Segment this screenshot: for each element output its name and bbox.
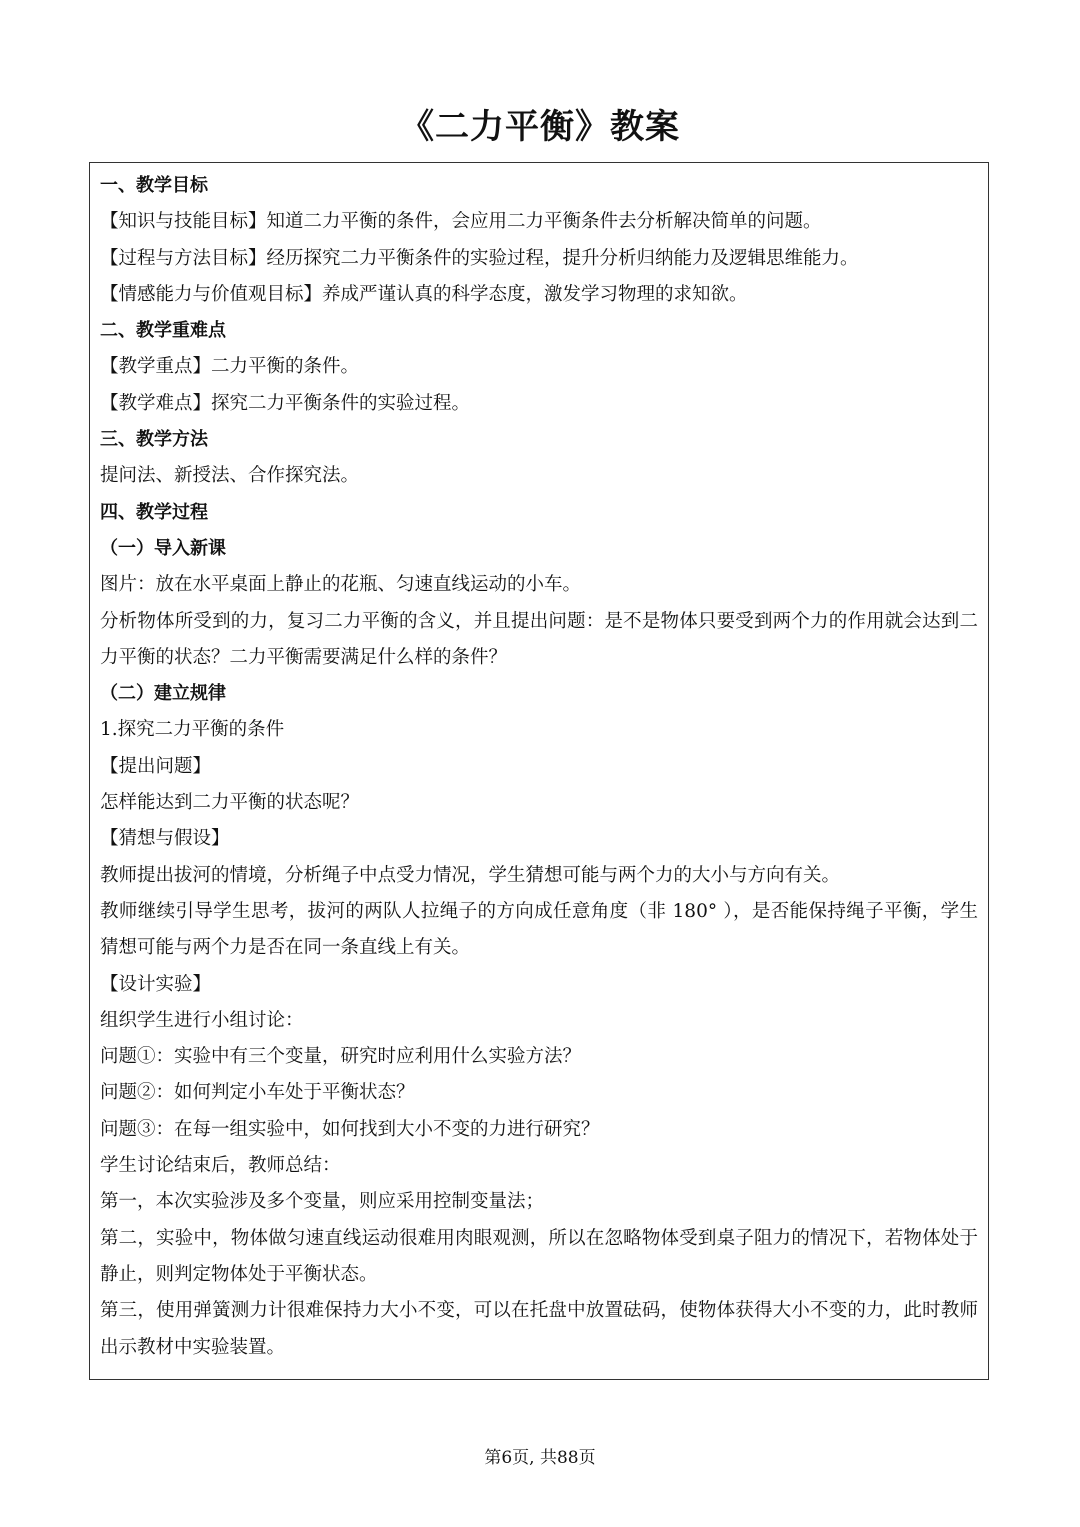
section-heading-goals: 一、教学目标	[100, 175, 208, 196]
question-text: 怎样能达到二力平衡的状态呢？	[100, 792, 360, 814]
goal-knowledge: 【知识与技能目标】知道二力平衡的条件，会应用二力平衡条件去分析解决简单的问题。	[100, 211, 822, 233]
methods-text: 提问法、新授法、合作探究法。	[100, 465, 360, 487]
summary-intro: 学生讨论结束后，教师总结：	[100, 1155, 341, 1177]
discussion-intro: 组织学生进行小组讨论：	[100, 1009, 304, 1031]
hypothesis-label: 【猜想与假设】	[100, 828, 230, 850]
difficult-point: 【教学难点】探究二力平衡条件的实验过程。	[100, 392, 471, 414]
page-title: 《二力平衡》教案	[400, 107, 680, 147]
design-label: 【设计实验】	[100, 973, 212, 995]
question-3: 问题③：在每一组实验中，如何找到大小不变的力进行研究？	[100, 1118, 600, 1140]
summary-2: 第二，实验中，物体做匀速直线运动很难用肉眼观测，所以在忽略物体受到桌子阻力的情况下，若物体处于静止，则判定物体处于平衡状态。	[100, 1227, 978, 1285]
hypothesis-1: 教师提出拔河的情境，分析绳子中点受力情况，学生猜想可能与两个力的大小与方向有关。	[100, 864, 841, 886]
rules-item-1: 1.探究二力平衡的条件	[100, 719, 285, 741]
hypothesis-2: 教师继续引导学生思考，拔河的两队人拉绳子的方向成任意角度（非 180° ），是否能保持绳子平衡，学生猜想可能与两个力是否在同一条直线上有关。	[100, 900, 978, 959]
section-heading-process: 四、教学过程	[100, 501, 208, 523]
question-label: 【提出问题】	[100, 755, 212, 777]
summary-3: 第三，使用弹簧测力计很难保持力大小不变，可以在托盘中放置砝码，使物体获得大小不变的力，此时教师出示教材中实验装置。	[100, 1300, 978, 1358]
summary-1: 第一，本次实验涉及多个变量，则应采用控制变量法；	[100, 1191, 545, 1213]
goal-emotion: 【情感能力与价值观目标】养成严谨认真的科学态度，激发学习物理的求知欲。	[100, 283, 748, 305]
page-footer: 第6页, 共88页	[484, 1448, 596, 1468]
section-heading-methods: 三、教学方法	[100, 429, 208, 451]
lesson-plan-table	[89, 162, 989, 1380]
goal-process: 【过程与方法目标】经历探究二力平衡条件的实验过程，提升分析归纳能力及逻辑思维能力。	[100, 247, 859, 269]
section-heading-key-points: 二、教学重难点	[100, 320, 226, 342]
intro-picture: 图片：放在水平桌面上静止的花瓶、匀速直线运动的小车。	[100, 574, 582, 596]
question-2: 问题②：如何判定小车处于平衡状态？	[100, 1082, 415, 1104]
question-1: 问题①：实验中有三个变量，研究时应利用什么实验方法？	[100, 1046, 582, 1068]
subheading-rules: （二）建立规律	[100, 683, 226, 705]
intro-analysis: 分析物体所受到的力，复习二力平衡的含义，并且提出问题：是不是物体只要受到两个力的作用就会达到二力平衡的状态？二力平衡需要满足什么样的条件？	[100, 610, 978, 668]
subheading-intro: （一）导入新课	[100, 537, 226, 559]
key-point: 【教学重点】二力平衡的条件。	[100, 356, 360, 378]
